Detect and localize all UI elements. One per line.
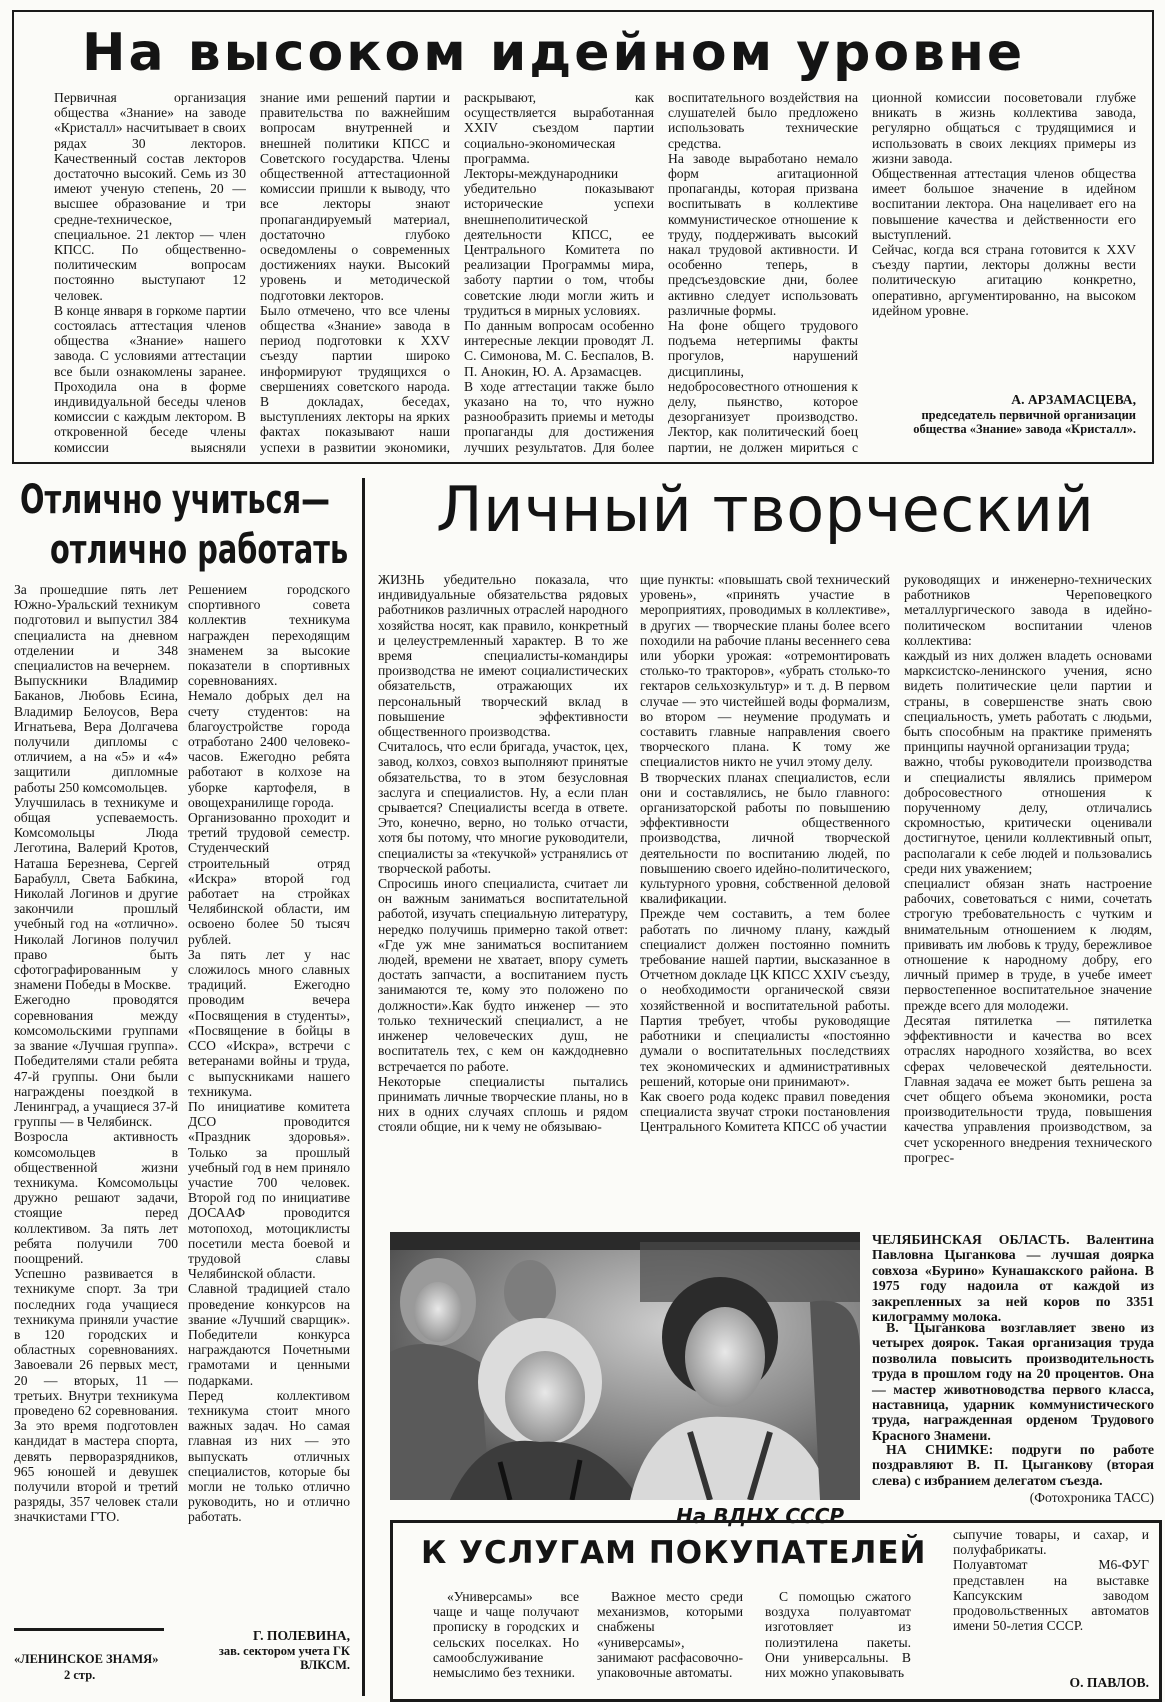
center-article-title: Личный творческий (436, 473, 1095, 546)
photo-caption-body: В. Цыганкова возглавляет звено из четырех доярок. Такая организация труда позволила повысить производительность труда в прошлом году на 20 процентов. Она — мастер животноводства первого класса, наставница, ударник коммунистического труда, награжденная орденом Трудового Красного Знамени. (872, 1320, 1154, 1443)
center-article-col-3: руководящих и инженерно-технических работников Череповецкого металлургического завода в идейно-политическом воспитании членов коллектива: каждый из них должен владеть основами марксистско-ленинского учения, ясно видеть политические цели партии и страны, в совершенстве знать свою специальность, уметь работать с людьми, быть способным на практике применять принципы научной организации труда; важно, чтобы руководители производства и специалисты являлись примером добросовестного отношения к порученному делу, отличались скромностью, критически оценивали достигнутое, ценили коллективный опыт, располагали к себе людей и пользовались среди них уважением; специалист обязан знать настроение рабочих, советоваться с ними, сочетать строгую требовательность с чутким и внимательным отношением к людям, прививать им любовь к труду, бережливое отношение к народному добру, его личный пример в труде, в учебе имеет первостепенное воспитательное значение прежде всего для молодежи. Десятая пятилетка — пятилетка эффективности и качества во всех отраслях народного хозяйства, во всех сферах человеческой деятельности. Главная задача ее может быть решена за счет общего объема экономики, роста производительности труда, повышения качества управления производством, за счет ускоренного внедрения технического прогрес- (904, 572, 1152, 1165)
newspaper-name: «ЛЕНИНСКОЕ ЗНАМЯ» (14, 1652, 159, 1666)
vdnh-article (390, 1520, 1162, 1702)
vdnh-kicker: На ВДНХ СССР (676, 1504, 845, 1528)
top-article-col-2: знание ими решений партии и правительства по важнейшим вопросам внутренней и внешней политики КПСС и Советского государства. Члены общественной аттестационной комиссии пришли к выводу, что все лекторы знают пропагандируемый материал, достаточно глубоко осведомлены о современных достижениях науки. Высокий уровень и методической подготовки лекторов. Было отмечено, что все члены общества «Знание» завода в период подготовки к XXV съезду партии широко информируют трудящихся о свершениях советского народа. В докладах, беседах, выступлениях лекторы на ярких фактах показывают наши успехи в развитии экономики, (260, 90, 450, 455)
center-article-col-1: ЖИЗНЬ убедительно показала, что индивидуальные обязательства рядовых работников различных отраслей народного хозяйства носят, как правило, конкретный и целеустремленный характер. В то же время специалисты-командиры производства не имеют социалистических обязательств, отражающих их персональный творческий вклад в повышение эффективности общественного производства. Считалось, что если бригада, участок, цех, завод, колхоз, совхоз выполняют принятые обязательства, то в этом безусловная заслуга и специалистов. Ну, а если план срывается? Специалисты всегда в ответе. Это, конечно, верно, но только отчасти, хотя бы потому, что многие руководители, специалисты за «текучкой» устранялись от творческой работы. Спросишь иного специалиста, считает ли он важным заниматься воспитательной работой, изучать специальную литературу, нередко получишь примерно такой ответ: «Где уж мне заниматься воспитанием людей, времени не хватает, впору суметь достать запчасти, а воспитанием пусть занимаются те, кому это положено по должности».Как будто инженер — это только технический специалист, а не инженер человеческих душ, не воспитатель тех, с кем он каждодневно встречается по работе. Некоторые специалисты пытались принимать личные творческие планы, но в них в одних случаях сплошь и рядом стояли общие, ни к чему не обязываю- (378, 572, 628, 1135)
vdnh-col-3: С помощью сжатого воздуха полуавтомат изготовляет из полиэтилена пакеты. Они универсальны. В них можно упаковывать (765, 1589, 911, 1681)
photo-dairy-workers (390, 1232, 860, 1500)
vdnh-author: О. ПАВЛОВ. (1069, 1675, 1149, 1690)
page-number: 2 стр. (64, 1668, 96, 1682)
press-photo (390, 1232, 860, 1500)
top-article-col-5: ционной комиссии посоветовали глубже вникать в жизнь коллектива завода, регулярно общаться с трудящимися и использовать в своих лекциях примеры из жизни завода. Общественная аттестация членов общества имеет большое значение в идейном воспитании лектора. Она нацеливает его на повышение качества и действенности его выступлений. Сейчас, когда вся страна готовится к XXV съезду партии, лекторы должны вести политическую агитацию конкретно, оперативно, аргументированно, на высоком идейном уровне. (872, 90, 1136, 318)
vdnh-col-1: «Универсамы» все чаще и чаще получают прописку в городских и сельских поселках. Но самообслуживание немыслимо без техники. (433, 1589, 579, 1681)
left-article-col-2: Решением городского спортивного совета коллектив техникума награжден переходящим знаменем за высокие показатели в спортивных соревнованиях. Немало добрых дел на счету студентов: на благоустройстве города отработано 2400 человеко-часов. Ежегодно ребята работают в колхозе на уборке картофеля, в овощехранилище города. Организованно проходит и третий трудовой семестр. Студенческий строительный отряд «Искра» второй год работает на стройках Челябинской области, им освоено более 50 тысяч рублей. За пять лет у нас сложилось много славных традиций. Ежегодно проводим вечера «Посвящения в студенты», «Посвящение в бойцы в ССО «Искра», встречи с ветеранами войны и труда, с выпускниками нашего техникума. По инициативе комитета ДСО проводится «Праздник здоровья». Только за прошлый учебный год в нем приняло участие 700 человек. Второй год по инициативе ДОСААФ проводится мотопоход, мотоциклисты посетили места боевой и трудовой славы Челябинской области. Славной традицией стало проведение конкурсов на звание «Лучший сварщик». Победители конкурса награждаются Почетными грамотами и ценными подарками. Перед коллективом техникума стоит много важных задач. Но самая главная из них — это выпускать отличных специалистов, которые бы могли не только отлично руководить, но и отлично работать. (188, 582, 350, 1525)
top-article-author-title: председатель первичной организации общества «Знание» завода «Кристалл». (913, 408, 1136, 436)
top-article-author: А. АРЗАМАСЦЕВА, (1011, 392, 1136, 407)
vdnh-col-4: сыпучие товары, и сахар, и полуфабрикаты. Полуавтомат М6-ФУГ представлен на выставке Капсукским заводом продовольственных автоматов имени 50-летия СССР. (953, 1527, 1149, 1634)
left-article-author-title: зав. сектором учета ГК ВЛКСМ. (218, 1644, 350, 1672)
photo-caption-lead: ЧЕЛЯБИНСКАЯ ОБЛАСТЬ. Валентина Павловна Цыганкова — лучшая доярка совхоза «Бурино» Кунашакского района. В 1975 году надоила от каждой из закрепленных за ней коров по 3351 килограмму молока. (872, 1232, 1154, 1325)
top-article-col-1: Первичная организация общества «Знание» на заводе «Кристалл» насчитывает в своих рядах 30 лекторов. Качественный состав лекторов достаточно высокий. Семь из 30 имеют ученую степень, 20 — высшее образование и три средне-техническое, специальное. 21 лектор — член КПСС. По общественно-политическим вопросам постоянно выступают 12 человек. В конце января в горкоме партии состоялась аттестация членов общества «Знание» нашего завода. С условиями аттестации все были ознакомлены заранее. Проходила она в форме индивидуальной беседы членов комиссии с каждым лектором. В откровенной беседе члены комиссии выясняли (54, 90, 246, 455)
left-article-title-line-2: отлично работать (50, 527, 349, 573)
vdnh-title: К УСЛУГАМ ПОКУПАТЕЛЕЙ (421, 1535, 927, 1571)
top-article-title: На высоком идейном уровне (82, 23, 1026, 83)
column-divider (362, 478, 365, 1696)
photo-caption-snapshot: НА СНИМКЕ: подруги по работе поздравляют В. П. Цыганкову (вторая слева) с избранием делегатом съезда. (872, 1442, 1154, 1488)
top-article (12, 10, 1154, 464)
left-article-col-1: За прошедшие пять лет Южно-Уральский техникум подготовил и выпустил 384 специалиста на дневном отделении и 348 специалистов на вечернем. Выпускники Владимир Баканов, Любовь Есина, Владимир Белоусов, Вера Игнатьева, Вера Долгачева получили дипломы с отличием, а на «5» и «4» защитили дипломные работы 250 комсомольцев. Улучшилась в техникуме и общая успеваемость. Комсомольцы Люда Леготина, Валерий Кротов, Наташа Березнева, Сергей Барабулл, Света Бабкина, Николай Логинов и другие закончили прошлый учебный год на «отлично». Николай Логинов получил право быть сфотографированным у знамени Победы в Москве. Ежегодно проводятся соревнования между комсомольскими группами за звание «Лучшая группа». Победителями стали ребята 47-й группы. Они были награждены поездкой в Ленинград, а учащиеся 37-й группы — в Челябинск. Возросла активность комсомольцев в общественной жизни техникума. Комсомольцы дружно решают задачи, стоящие перед коллективом. За пять лет ребята получили 700 поощрений. Успешно развивается в техникуме спорт. За три последних года учащиеся техникума приняли участие в 120 городских и областных соревнованиях. Завоевали 26 первых мест, 20 — вторых, 11 — третьих. Внутри техникума проведено 62 соревнования. За это время подготовлен кандидат в мастера спорта, девять перворазрядников, 965 юношей и девушек получили второй и третий разряды, 357 человек стали значкистами ГТО. (14, 582, 178, 1525)
photo-credit: (Фотохроника ТАСС) (1029, 1490, 1154, 1505)
center-article-col-2: щие пункты: «повышать свой технический уровень», «принять участие в мероприятиях, проводимых в коллективе», в других — творческие планы более всего походили на рабочие планы весеннего сева или уборки урожая: «отремонтировать столько-то тракторов», «убрать столько-то гектаров сельхозкультур» и т. д. В первом случае — это чистейшей воды формализм, во втором — неумение продумать и составить главные направления своего творческого плана. К тому же специалистов никто не учил этому делу. В творческих планах специалистов, если они и составлялись, не было главного: организаторской работы по повышению эффективности общественного производства, личной творческой деятельности по воспитанию людей, по повышению своего идейно-политического, культурного уровня, собственной деловой квалификации. Прежде чем составить, а тем более работать по личному плану, каждый специалист должен постоянно помнить требование нашей партии, высказанное в Отчетном докладе ЦК КПСС XXIV съезду, о необходимости органической связи хозяйственной и воспитательной работы. Партия требует, чтобы руководящие работники и специалисты «постоянно думали о воспитательных последствиях тех экономических и административных решений, которые они принимают». Как своего рода кодекс правил поведения специалиста звучат строки постановления Центрального Комитета КПСС об участии (640, 572, 890, 1135)
left-article-title-line-1: Отлично учиться— (20, 477, 330, 523)
footer-divider (14, 1628, 164, 1631)
top-article-col-4: воспитательного воздействия на слушателей было предложено использовать технические средства. На заводе выработано немало форм агитационной пропаганды, которая призвана воспитывать в коллективе коммунистическое отношение к труду, поддерживать высокий накал трудовой активности. И особенно теперь, в предсъездовские дни, более активно следует использовать различные формы. На фоне общего трудового подъема нетерпимы факты прогулов, нарушений дисциплины, недобросовестного отношения к делу, пьянство, которое дезорганизует производство. Лектор, как политический боец партии, не должен мириться с (668, 90, 858, 455)
left-article-author: Г. ПОЛЕВИНА, (252, 1628, 350, 1643)
top-article-col-3: раскрывают, как осуществляется выработанная XXIV съездом партии социально-экономическая программа. Лекторы-международники убедительно показывают исторические успехи внешнеполитической деятельности КПСС, ее Центрального Комитета по реализации Программы мира, заботу партии о том, чтобы советские люди могли жить и трудиться в мирных условиях. По данным вопросам особенно интересные лекции проводят Л. С. Симонова, М. С. Беспалов, В. П. Анокин, Ю. А. Арзамасцев. В ходе аттестации также было указано на то, что нужно разнообразить приемы и методы пропаганды для достижения лучших результатов. Для более (464, 90, 654, 455)
vdnh-col-2: Важное место среди механизмов, которыми снабжены «универсамы», занимают расфасовочно-упаковочные автоматы. (597, 1589, 743, 1681)
